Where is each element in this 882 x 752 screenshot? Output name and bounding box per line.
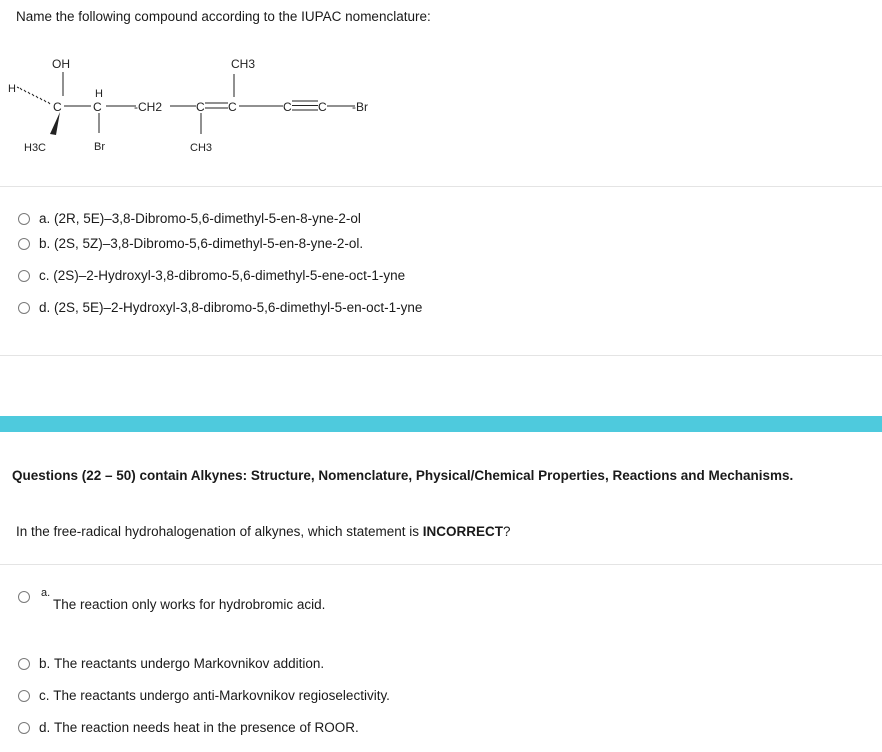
radio-button[interactable] (18, 238, 30, 250)
radio-button[interactable] (18, 658, 30, 670)
option-letter: b. (39, 656, 51, 671)
radio-button[interactable] (18, 270, 30, 282)
section-title: Questions (22 – 50) contain Alkynes: Structure, Nomenclature, Physical/Chemical Properties, Reactions and Mechanisms. (12, 468, 794, 483)
label-h2: H (95, 88, 103, 100)
q2-option-c[interactable] (18, 688, 390, 703)
radio-button[interactable] (18, 591, 30, 603)
label-c1: C (53, 100, 62, 114)
option-letter: b. (39, 236, 51, 251)
label-br-end: -Br (352, 100, 368, 114)
divider (0, 564, 882, 565)
question-1-prompt: Name the following compound according to the IUPAC nomenclature: (16, 9, 431, 24)
q1-option-d[interactable] (18, 300, 422, 315)
divider (0, 355, 882, 356)
option-text: (2R, 5E)–3,8-Dibromo-5,6-dimethyl-5-en-8-yne-2-ol (54, 211, 361, 226)
option-letter: d. (39, 720, 51, 735)
option-letter: c. (39, 268, 50, 283)
label-c2: C (93, 100, 102, 114)
option-text: The reaction needs heat in the presence of ROOR. (54, 720, 359, 735)
option-letter: a. (41, 587, 51, 599)
option-letter: c. (39, 688, 50, 703)
radio-button[interactable] (18, 690, 30, 702)
option-letter: a. (39, 211, 51, 226)
option-text: (2S)–2-Hydroxyl-3,8-dibromo-5,6-dimethyl-5-ene-oct-1-yne (53, 268, 406, 283)
q1-option-c[interactable] (18, 268, 405, 283)
option-text: The reactants undergo anti-Markovnikov regioselectivity. (53, 688, 390, 703)
option-text: (2S, 5E)–2-Hydroxyl-3,8-dibromo-5,6-dimethyl-5-en-oct-1-yne (54, 300, 423, 315)
prompt-emphasis: INCORRECT (422, 524, 503, 539)
q1-option-b[interactable] (18, 236, 363, 251)
solid-wedge (50, 112, 60, 135)
option-text: (2S, 5Z)–3,8-Dibromo-5,6-dimethyl-5-en-8-yne-2-ol. (54, 236, 364, 251)
q2-option-b[interactable] (18, 656, 324, 671)
option-letter: d. (39, 300, 51, 315)
radio-button[interactable] (18, 213, 30, 225)
prompt-text: In the free-radical hydrohalogenation of alkynes, which statement is (16, 524, 423, 539)
option-text: The reaction only works for hydrobromic acid. (53, 597, 326, 612)
hashed-wedge (17, 87, 50, 104)
label-ch2: -CH2 (134, 100, 163, 114)
radio-button[interactable] (18, 722, 30, 734)
label-br2: Br (94, 141, 105, 153)
option-text: The reactants undergo Markovnikov addition. (54, 656, 325, 671)
q2-option-d[interactable] (18, 720, 359, 735)
label-h3c: H3C (24, 142, 47, 154)
label-c-double-right: C (228, 100, 237, 114)
radio-button[interactable] (18, 302, 30, 314)
q1-option-a[interactable] (18, 211, 361, 226)
prompt-end: ? (502, 524, 511, 539)
label-c-double-left: C (196, 100, 205, 114)
label-c-triple-right: C (318, 100, 327, 114)
divider (0, 186, 882, 187)
label-ch3-bottom: CH3 (190, 142, 213, 154)
label-h-wedge: H (8, 83, 16, 95)
label-ch3-top: CH3 (231, 57, 256, 71)
label-c-triple-left: C (283, 100, 292, 114)
label-oh: OH (52, 57, 70, 71)
section-band (0, 416, 882, 432)
question-2-prompt (16, 524, 511, 539)
chemical-structure (0, 50, 400, 165)
